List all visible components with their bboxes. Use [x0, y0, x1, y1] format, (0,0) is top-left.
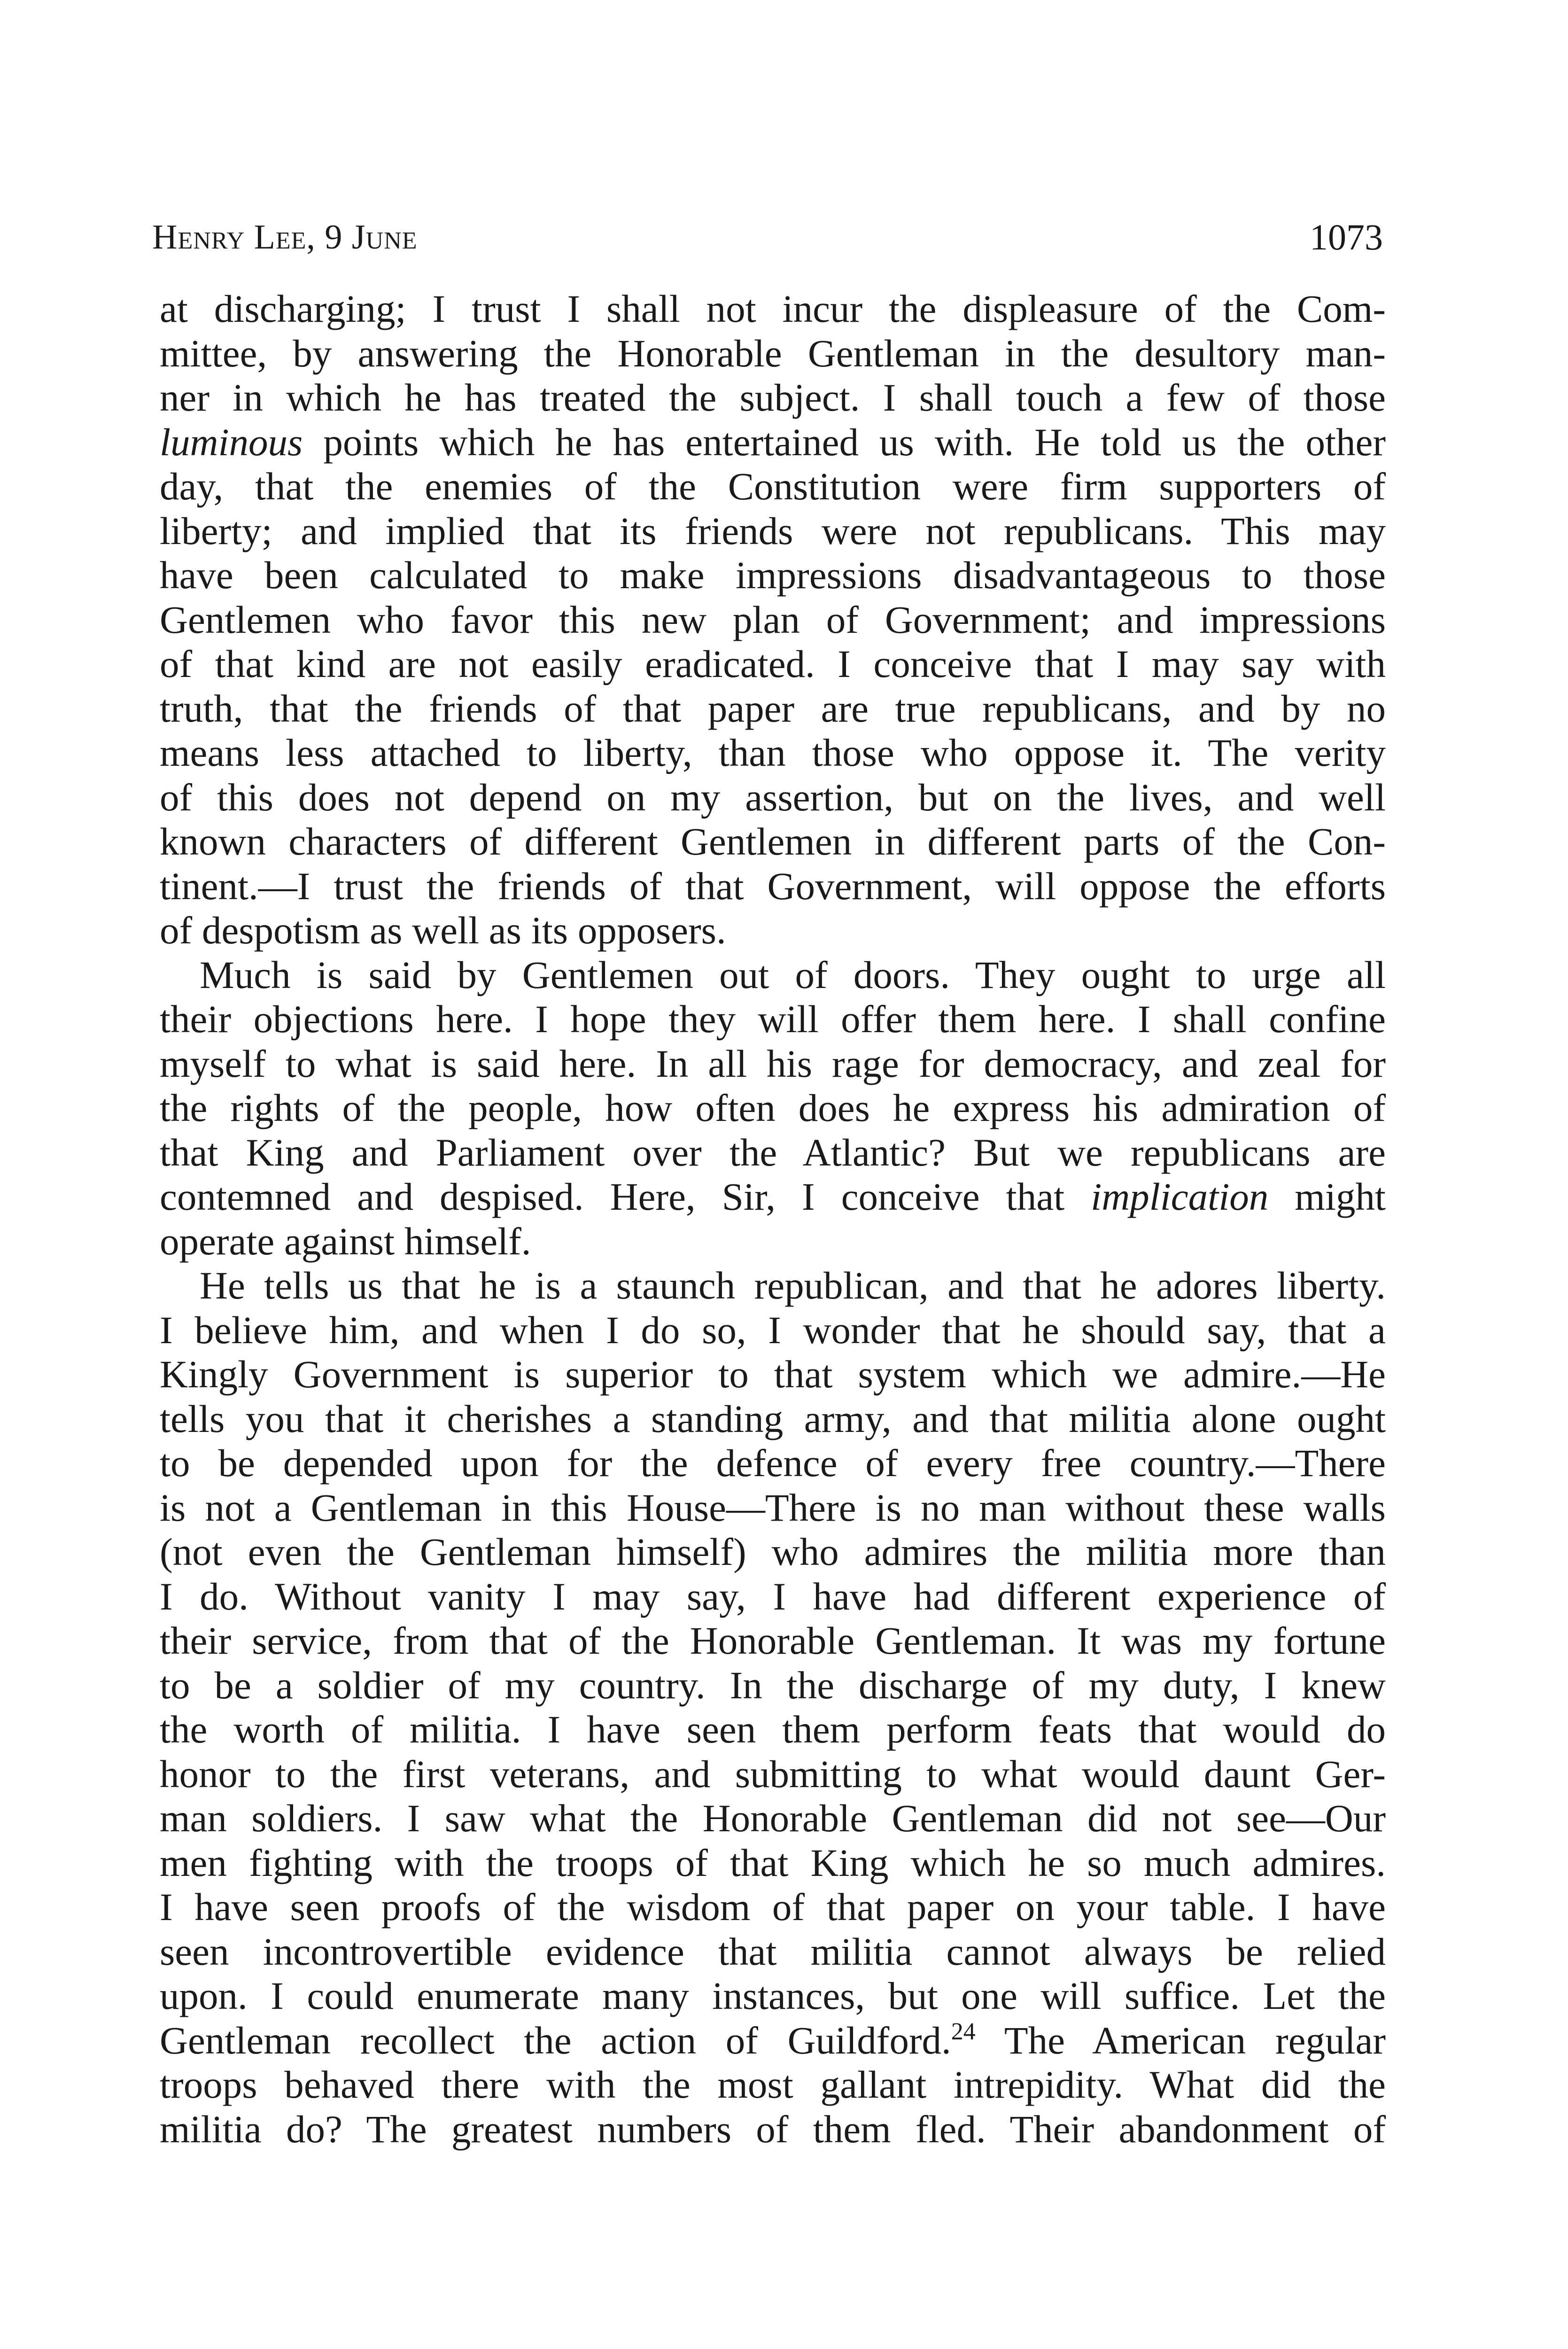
text-run: points which he has entertained us with. He told us the other: [303, 420, 1386, 464]
text-line: means less attached to liberty, than those who oppose it. The verity: [160, 731, 1386, 774]
paragraph-1: [160, 287, 1386, 953]
text-line: men fighting with the troops of that King which he so much admires.: [160, 1841, 1386, 1884]
text-line: honor to the first veterans, and submitting to what would daunt Ger-: [160, 1752, 1386, 1796]
text-line: the rights of the people, how often does he express his admiration of: [160, 1086, 1386, 1129]
text-line: liberty; and implied that its friends were not republicans. This may: [160, 509, 1386, 552]
text-line: operate against himself.: [160, 1219, 531, 1263]
text-line: (not even the Gentleman himself) who admires the militia more than: [160, 1530, 1386, 1573]
text-line: Kingly Government is superior to that system which we admire.—He: [160, 1353, 1386, 1396]
text-line: of this does not depend on my assertion, but on the lives, and well: [160, 775, 1386, 819]
text-line: I do. Without vanity I may say, I have had different experience of: [160, 1574, 1386, 1618]
text-line: their service, from that of the Honorable Gentleman. It was my fortune: [160, 1619, 1386, 1662]
text-line: truth, that the friends of that paper are true republicans, and by no: [160, 686, 1386, 730]
text-line: at discharging; I trust I shall not incur the displeasure of the Com-: [160, 287, 1386, 330]
text-line: myself to what is said here. In all his rage for democracy, and zeal for: [160, 1042, 1386, 1085]
text-line: ner in which he has treated the subject. I shall touch a few of those: [160, 376, 1386, 419]
running-head-title: Henry Lee, 9 June: [152, 218, 418, 257]
text-line: day, that the enemies of the Constitution were firm supporters of: [160, 465, 1386, 508]
text-line: Much is said by Gentlemen out of doors. They ought to urge all: [200, 953, 1386, 996]
text-line: is not a Gentleman in this House—There is no man without these walls: [160, 1486, 1386, 1529]
text-line: militia do? The greatest numbers of them fled. Their abandonment of: [160, 2107, 1386, 2151]
text-line: [160, 420, 1386, 465]
italic-emphasis: implication: [1091, 1175, 1269, 1218]
footnote-reference[interactable]: 24: [951, 2018, 976, 2045]
text-line: I believe him, and when I do so, I wonder that he should say, that a: [160, 1308, 1386, 1352]
text-line: of despotism as well as its opposers.: [160, 909, 726, 952]
paragraph-2: [160, 953, 1386, 1264]
text-run: The American regular: [975, 2018, 1386, 2062]
text-line: Gentlemen who favor this new plan of Government; and impressions: [160, 598, 1386, 641]
text-line: [160, 2018, 1386, 2063]
text-line: tinent.—I trust the friends of that Government, will oppose the efforts: [160, 864, 1386, 908]
text-line: that King and Parliament over the Atlantic? But we republicans are: [160, 1130, 1386, 1174]
text-line: He tells us that he is a staunch republican, and that he adores liberty.: [200, 1264, 1386, 1307]
text-line: to be depended upon for the defence of every free country.—There: [160, 1441, 1386, 1485]
text-run: might: [1268, 1175, 1386, 1218]
page-number: 1073: [1310, 217, 1383, 257]
text-line: have been calculated to make impressions disadvantageous to those: [160, 553, 1386, 597]
text-line: their objections here. I hope they will offer them here. I shall confine: [160, 997, 1386, 1041]
italic-emphasis: luminous: [160, 420, 303, 464]
text-line: of that kind are not easily eradicated. I conceive that I may say with: [160, 642, 1386, 685]
text-line: man soldiers. I saw what the Honorable Gentleman did not see—Our: [160, 1797, 1386, 1840]
text-line: seen incontrovertible evidence that militia cannot always be relied: [160, 1929, 1386, 1973]
text-line: I have seen proofs of the wisdom of that paper on your table. I have: [160, 1885, 1386, 1929]
text-line: to be a soldier of my country. In the discharge of my duty, I knew: [160, 1663, 1386, 1707]
text-run: Gentleman recollect the action of Guildford.: [160, 2018, 951, 2062]
paragraph-3: [160, 1263, 1386, 2151]
text-run: contemned and despised. Here, Sir, I conceive that: [160, 1175, 1091, 1218]
text-line: [160, 1174, 1386, 1219]
text-line: known characters of different Gentlemen in different parts of the Con-: [160, 820, 1386, 863]
text-line: mittee, by answering the Honorable Gentleman in the desultory man-: [160, 331, 1386, 375]
text-line: troops behaved there with the most gallant intrepidity. What did the: [160, 2063, 1386, 2106]
text-line: upon. I could enumerate many instances, but one will suffice. Let the: [160, 1974, 1386, 2017]
body-text: [160, 287, 1386, 2151]
text-line: tells you that it cherishes a standing army, and that militia alone ought: [160, 1397, 1386, 1440]
running-head: [152, 211, 1383, 263]
text-line: the worth of militia. I have seen them perform feats that would do: [160, 1708, 1386, 1751]
